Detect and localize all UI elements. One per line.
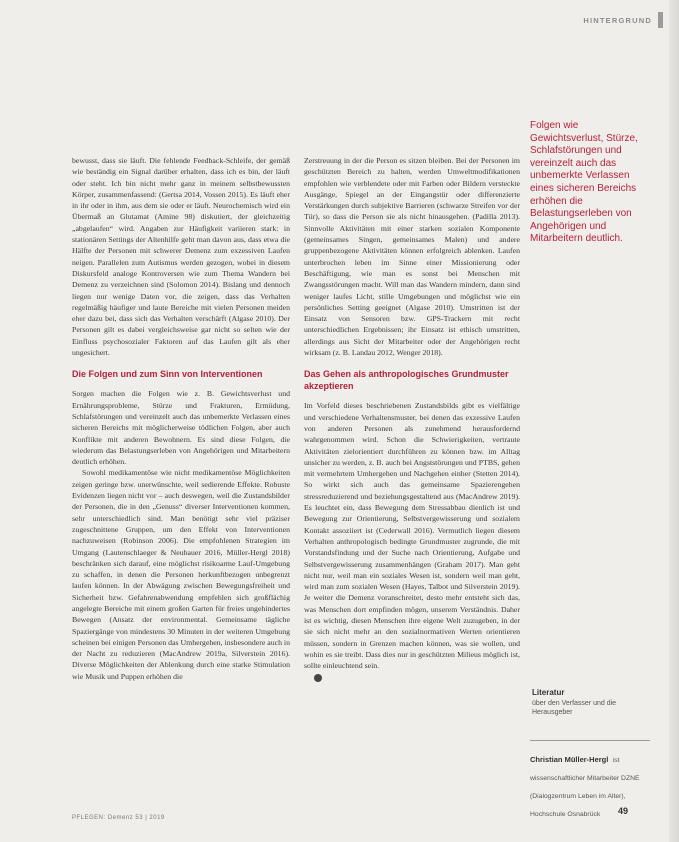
pull-quote: Folgen wie Gewichtsverlust, Stürze, Schlafstörungen und vereinzelt auch das unbemerkte Verlassen eines sicheren Bereichs erhöhen die Belastungserleben von Angehörigen und Mitarbeitern deutlich. bbox=[530, 120, 638, 245]
section-marker bbox=[658, 12, 663, 28]
paragraph: Sowohl medikamentöse wie nicht medikamentöse Möglichkeiten zeigen geringe bzw. unerwünschte, weil sedierende Effekte. Robuste Evidenzen liegen nicht vor – auch deswegen, weil die Zustandsbilder der Personen, die in den „Genuss“ diverser Interventionen kommen, sehr unterschiedlich sind. Man benötigt sehr viel präziser zugeschnittene Gruppen, um den Effekt von Interventionen nachzuweisen (Robinson 2006). Die empfohlenen Strategien im Umgang (Lautenschlaeger & Neubauer 2016, Müller-Hergl 2018) beschränken sich darauf, eine möglichst risikoarme Lauf-Umgebung zu schaffen, in denen die Personen herkunftbezogen unbegrenzt laufen können. In der Abwägung zwischen Bewegungsfreiheit und Sicherheit bzw. Gefahrenabwendung empfehlen sich großflächig angelegte Bereiche mit einem großen Garten für freies ungehindertes Bewegen (Ansatz der environmental. Gemeinsame tägliche Spaziergänge von mindestens 30 Minuten in der weiteren Umgebung scheinen bei einigen Personen das Umhergehen, insbesondere auch in der Nacht zu reduzieren (MacAndrew 2019a, Silverstein 2016). Diverse Möglichkeiten der Ablenkung durch eine starke Stimulation wie Musik und Puppen erhöhen die bbox=[72, 468, 290, 681]
paragraph: Sorgen machen die Folgen wie z. B. Gewichtsverlust und Ernährungsprobleme, Stürze und Frakturen, Ermüdung, Schlafstörungen und vereinzelt auch das unbemerkte Verlassen eines sicheren Bereichs mit möglicherweise tödlichen Folgen, aber auch Konflikte mit anderen Bewohnern. Es sind diese Folgen, die wiederum das Belastungserleben von Angehörigen und Mitarbeitern deutlich erhöhen. bbox=[72, 389, 290, 467]
page-edge bbox=[669, 0, 679, 842]
section-heading: Die Folgen und zum Sinn von Interventionen bbox=[72, 369, 263, 380]
author-description: ist wissenschaftlicher Mitarbeiter DZNE (Dialogzentrum Leben im Alter), Hochschule Osnabrück bbox=[530, 757, 640, 818]
column-right bbox=[304, 155, 520, 683]
section-label: HINTERGRUND bbox=[583, 16, 652, 25]
divider bbox=[530, 740, 650, 741]
paragraph: Zerstreuung in der die Person es sitzen bleiben. Bei der Personen im geschützten Bereich zu halten, werden Umweltmodifikationen empfohlen wie verblendete oder mit Farben oder Bildern versteckte Ausgänge, Spiegel an der Eingangstür oder differenzierte Verstärkungen durch subjektive Barrieren (schwarze Streifen vor der Tür), so dass die Person sie als nicht hinausgehen. (Padilla 2013). Sinnvolle Aktivitäten mit einer starken sozialen Komponente (gemeinsames Singen, gemeinsames Malen) und andere gruppenbezogene Aktivitäten können erfolgreich ablenken. Laufen unterbrochen leben im Sinne einer Missionierung oder Beschäftigung, wie man es sonst bei Menschen mit Zwangsstörungen macht. Will man das Wandern mindern, dann sind weniger laufes Licht, stille Umgebungen und möglichst wie ein persönliches Setting geeignet (Algase 2010). Umstritten ist der Einsatz von Sensoren bzw. GPS-Trackern mit recht unterschiedlichen Ergebnissen; ihr Einsatz ist ethisch umstritten, allerdings aus Sicht der Mitarbeiter oder der Angehörigen recht wirksam (z. B. Landau 2012, Wenger 2018). bbox=[304, 156, 520, 358]
end-mark-icon bbox=[314, 674, 322, 682]
author-box bbox=[530, 740, 650, 821]
literature-subtitle: über den Verfasser und die Herausgeber bbox=[532, 700, 617, 716]
footer-publication: PFLEGEN: Demenz 53 | 2019 bbox=[72, 815, 165, 821]
page-number: 49 bbox=[618, 806, 629, 816]
author-name: Christian Müller-Hergl bbox=[530, 755, 609, 764]
literature-title: Literatur bbox=[532, 688, 565, 697]
paragraph-with-end-mark bbox=[304, 671, 520, 682]
paragraph: bewusst, dass sie läuft. Die fehlende Feedback-Schleife, der gemäß wie beständig ein Signal darüber erhalten, dass ich es bin, der läuft oder steht. Ich bin nicht mehr ganz in meinem selbstbewussten Körper, zusammenfassend: (Gertsa 2014, Vossen 2015). Es läuft eher in ihr oder in ihm, aus dem sie oder er läuft. Neurochemisch wird ein Übermaß an Glutamat (Amine 98) diskutiert, der gleichzeitig „abgelaufen“ wird. Angaben zur Häufigkeit variieren stark: in stationären Settings der Altenhilfe geht man davon aus, dass etwa die Hälfte der Personen mit schwerer Demenz zum exzessiven Laufen neigen. Parallelen zum Autismus werden gezogen, wobei in diesem Diskursfeld analoge Kontroversen wie zum Thema Wandern bei Demenz zu verzeichnen sind (Solomon 2014). Bislang und dennoch liegen nur wenige Daten vor, die zeigen, dass das Verhalten regelmäßig häufiger und laute Bereiche mit vielen Personen meiden eher dazu bei, dass sich das Verhalten verschärft (Algase 2010). Der Personen gilt es dabei vergleichsweise gar nicht so selten wie der Einfluss psychosozialer Faktoren auf das Laufen gilt als eher ungesichert. bbox=[72, 156, 290, 358]
paragraph: Im Vorfeld dieses beschriebenen Zustandsbilds gibt es vielfältige und verschiedene Verhaltensmuster, bei denen das exzessive Laufen von anderen Personen als zunehmend herausfordernd wahrgenommen wird. Schon die Schwierigkeiten, vertraute Aktivitäten zielorientiert durchführen zu können bzw. im Alltag unsicher zu werden, z. B. auch bei Angststörungen und PTBS, gehen mit vermehrtem Umhergehen und Nachgehen einher (Stetten 2014). So wirkt sich auch das gemeinsame Spazierengehen stressreduzierend und beziehungsgestaltend aus (MacAndrew 2019). Es leuchtet ein, dass Bewegung dem Stressabbau dienlich ist und Bewegung zur Orientierung, Selbstvergewisserung und sozialem Kontakt assoziiert ist (Cederwall 2016). Vermutlich liegen diesem Verhalten anthropologisch bedingte Grundmuster zugrunde, die mit Vorstandsfindung und der Suche nach Orientierung, Aufgabe und Selbstvergewisserung zusammenhängen (Graham 2017). Man geht nicht nur, weil man ein soziales Wesen ist, sondern weil man geht, wird man zum sozialen Wesen (Hayes, Talbot und Silverstein 2019). Je weiter die Demenz voranschreitet, desto mehr entsteht sich das, was Menschen dort empfinden mögen, unserem Verständnis. Daher ist es wichtig, diesen Menschen ihre eigene Welt zuzugeben, in der sie sich nicht mehr an den sozialnormativen Werten orientieren müssen, sondern in Grenzen machen können, was sie wollen, und wohin es sie treibt. Dass dies nur in geschützten Milieus möglich ist, sollte einleuchtend sein. bbox=[304, 401, 520, 671]
section-heading: Das Gehen als anthropologisches Grundmuster akzeptieren bbox=[304, 369, 509, 392]
literature-note bbox=[532, 688, 650, 717]
column-left bbox=[72, 155, 290, 682]
